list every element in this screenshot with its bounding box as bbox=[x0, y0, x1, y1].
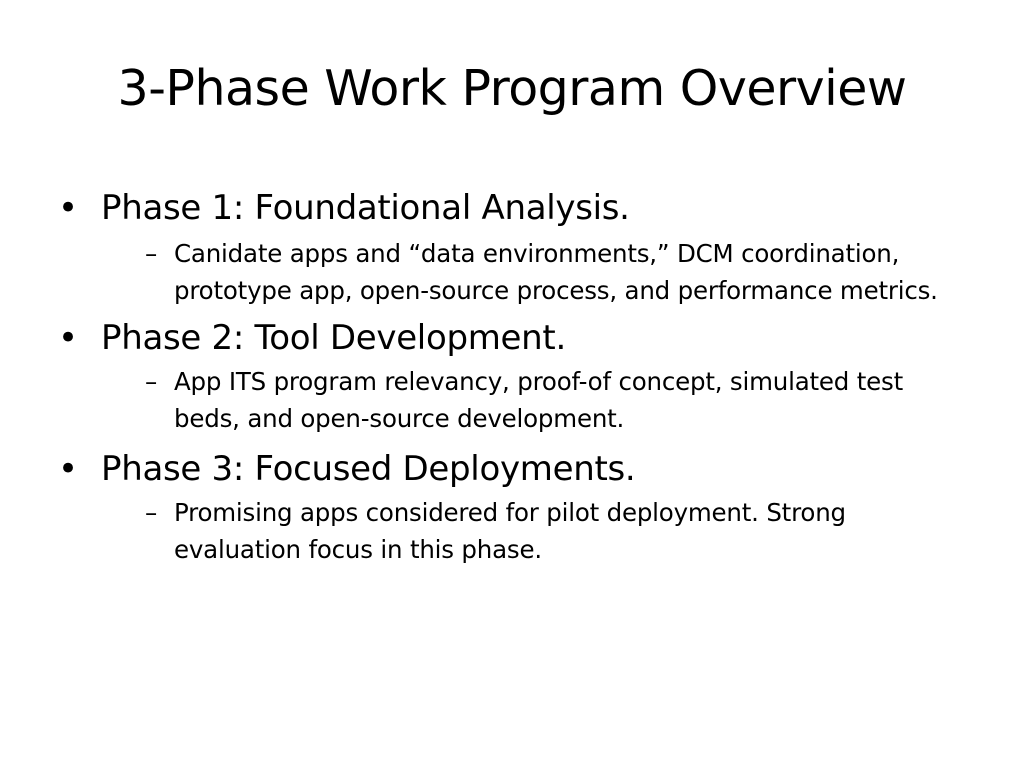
phase-3-detail-item bbox=[145, 494, 954, 568]
slide-title: 3-Phase Work Program Overview bbox=[117, 60, 907, 117]
phase-3-heading: Phase 3: Focused Deployments. bbox=[101, 449, 636, 489]
dash-icon: – bbox=[145, 367, 158, 396]
phase-2-detail: App ITS program relevancy, proof-of concept, simulated test beds, and open-source development. bbox=[174, 367, 903, 433]
bullet-icon: • bbox=[58, 188, 78, 228]
bullet-icon: • bbox=[58, 449, 78, 489]
phase-3-item bbox=[58, 445, 958, 493]
bullet-icon: • bbox=[58, 318, 78, 358]
phase-1-heading: Phase 1: Foundational Analysis. bbox=[101, 188, 630, 228]
bullet-list bbox=[58, 184, 958, 568]
phase-3-detail: Promising apps considered for pilot deployment. Strong evaluation focus in this phase. bbox=[174, 498, 846, 564]
phase-2-heading: Phase 2: Tool Development. bbox=[101, 318, 566, 358]
phase-2-item bbox=[58, 314, 958, 362]
phase-2-detail-item bbox=[145, 363, 954, 437]
phase-1-detail-item bbox=[145, 235, 954, 309]
dash-icon: – bbox=[145, 239, 158, 268]
dash-icon: – bbox=[145, 498, 158, 527]
phase-1-detail: Canidate apps and “data environments,” DCM coordination, prototype app, open-source process, and performance metrics. bbox=[174, 239, 938, 305]
phase-1-item bbox=[58, 184, 958, 232]
